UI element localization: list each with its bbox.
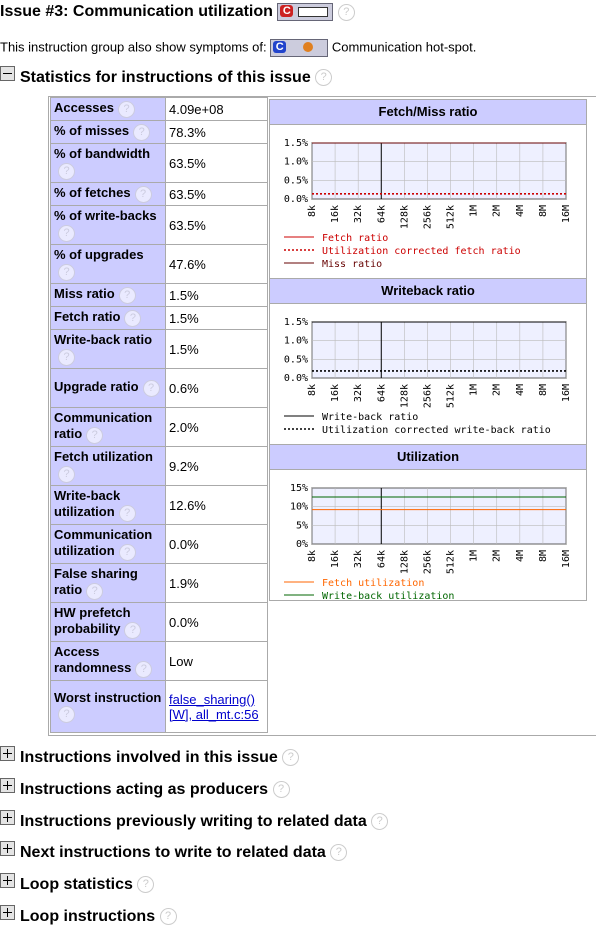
legend-label: Fetch ratio: [322, 233, 389, 244]
help-icon[interactable]: ?: [330, 844, 347, 861]
x-tick-label: 64k: [376, 550, 388, 569]
stat-label-text: % of upgrades: [54, 247, 144, 263]
symptoms-text: This instruction group also show symptoms of:: [0, 39, 267, 55]
section-header[interactable]: [0, 746, 299, 767]
x-tick-label: 2M: [491, 550, 503, 563]
plot-area: [312, 322, 566, 378]
stats-row: [51, 183, 268, 206]
y-tick-label: 0.5%: [283, 175, 308, 187]
symptoms-link[interactable]: Communication hot-spot.: [331, 39, 477, 55]
stat-label-text: % of misses: [54, 123, 130, 139]
stat-label-text: Write-back utilization: [54, 488, 121, 520]
help-icon[interactable]: ?: [273, 781, 290, 798]
stat-label: [51, 284, 166, 307]
stats-row: [51, 681, 268, 733]
stat-value: [166, 206, 268, 245]
stat-value: [166, 330, 268, 369]
stat-value: [166, 369, 268, 408]
stat-value-text: 0.0%: [169, 536, 199, 552]
help-icon[interactable]: ?: [58, 706, 75, 723]
stat-value-text: Low: [169, 653, 193, 669]
stat-value-text: 0.6%: [169, 380, 199, 396]
help-icon[interactable]: ?: [86, 583, 103, 600]
help-icon[interactable]: ?: [58, 225, 75, 242]
stat-label-text: Accesses: [54, 100, 114, 116]
worst-instruction-link[interactable]: false_sharing() [W], all_mt.c:56: [169, 691, 259, 722]
chart-title: Fetch/Miss ratio: [270, 100, 586, 125]
expand-icon[interactable]: [0, 905, 15, 920]
y-tick-label: 0.0%: [283, 373, 308, 384]
help-icon[interactable]: ?: [86, 427, 103, 444]
x-tick-label: 256k: [422, 384, 434, 409]
badge-c-icon: C: [280, 5, 293, 17]
stats-row: [51, 564, 268, 603]
help-icon[interactable]: ?: [119, 287, 136, 304]
y-tick-label: 1.0%: [283, 335, 308, 347]
stat-value: [166, 642, 268, 681]
stat-value: [166, 486, 268, 525]
stat-value-text: 47.6%: [169, 256, 206, 272]
x-tick-label: 64k: [376, 205, 388, 224]
stat-label-text: Fetch ratio: [54, 309, 121, 325]
help-icon[interactable]: ?: [282, 749, 299, 766]
x-tick-label: 512k: [445, 205, 457, 230]
stat-label: [51, 206, 166, 245]
x-tick-label: 4M: [514, 205, 526, 218]
stat-value: [166, 564, 268, 603]
stat-value-text: 63.5%: [169, 217, 206, 233]
help-icon[interactable]: ?: [124, 310, 141, 327]
stat-value-text: 78.3%: [169, 124, 206, 140]
help-icon[interactable]: ?: [315, 69, 332, 86]
stat-value-text: 1.5%: [169, 287, 199, 303]
y-tick-label: 5%: [295, 520, 308, 532]
stat-value: [166, 284, 268, 307]
x-tick-label: 512k: [445, 384, 457, 409]
help-icon[interactable]: ?: [143, 380, 160, 397]
issue-title: [0, 3, 355, 21]
legend-label: Write-back ratio: [322, 412, 419, 423]
x-tick-label: 16k: [330, 205, 342, 224]
stats-row: [51, 603, 268, 642]
stat-label: [51, 369, 166, 408]
stat-value-text: 0.0%: [169, 614, 199, 630]
badge-c-icon: C: [273, 41, 286, 53]
y-tick-label: 0.5%: [283, 354, 308, 366]
stat-value: [166, 307, 268, 330]
stat-value: [166, 121, 268, 144]
help-icon[interactable]: ?: [118, 101, 135, 118]
x-tick-label: 16M: [561, 205, 572, 224]
x-tick-label: 2M: [491, 205, 503, 218]
stat-value-text: 63.5%: [169, 155, 206, 171]
legend-label: Fetch utilization: [322, 578, 425, 589]
stat-label: [51, 447, 166, 486]
section-title: Instructions previously writing to related data: [20, 813, 367, 830]
x-tick-label: 32k: [353, 550, 365, 569]
x-tick-label: 128k: [399, 550, 411, 575]
stats-row: [51, 408, 268, 447]
stats-row: [51, 447, 268, 486]
stats-table: [50, 97, 268, 733]
help-icon[interactable]: ?: [58, 466, 75, 483]
stat-value-text: 4.09e+08: [169, 101, 224, 117]
section-header[interactable]: [0, 905, 177, 926]
x-tick-label: 8M: [537, 550, 549, 563]
section-title: Next instructions to write to related data: [20, 844, 326, 861]
y-tick-label: 1.0%: [283, 156, 308, 168]
stats-row: [51, 144, 268, 183]
stat-value-text: 1.5%: [169, 310, 199, 326]
stat-value-text: 1.9%: [169, 575, 199, 591]
stat-value-text: 12.6%: [169, 497, 206, 513]
x-tick-label: 256k: [422, 205, 434, 230]
stats-row: [51, 245, 268, 284]
stat-value: [166, 144, 268, 183]
x-tick-label: 16M: [561, 384, 572, 403]
stat-label-text: Communication utilization: [54, 527, 153, 559]
plot-area: [312, 488, 566, 544]
stat-value: [166, 183, 268, 206]
stat-label: [51, 525, 166, 564]
stats-row: [51, 330, 268, 369]
help-icon[interactable]: ?: [137, 876, 154, 893]
help-icon[interactable]: ?: [338, 4, 355, 21]
help-icon[interactable]: ?: [119, 544, 136, 561]
utilization-chart: [270, 470, 586, 610]
y-tick-label: 0%: [295, 539, 308, 550]
stat-label: [51, 564, 166, 603]
stat-label-text: Fetch utilization: [54, 449, 153, 465]
stat-value: [166, 408, 268, 447]
stat-label-text: Write-back ratio: [54, 332, 153, 348]
stat-label: [51, 307, 166, 330]
issue-type-badge[interactable]: [277, 3, 333, 21]
section-title: Loop statistics: [20, 876, 133, 893]
stats-panel: [48, 96, 596, 736]
x-tick-label: 16M: [561, 550, 572, 569]
stat-label: [51, 144, 166, 183]
section-title: Loop instructions: [20, 908, 156, 925]
stat-label: [51, 486, 166, 525]
x-tick-label: 8k: [307, 205, 318, 218]
help-icon[interactable]: ?: [58, 264, 75, 281]
legend-label: Utilization corrected fetch ratio: [322, 246, 521, 257]
expand-icon[interactable]: [0, 778, 15, 793]
x-tick-label: 8M: [537, 205, 549, 218]
y-tick-label: 0.0%: [283, 194, 308, 205]
expand-icon[interactable]: [0, 873, 15, 888]
stat-value-text: 63.5%: [169, 186, 206, 202]
chart-title: Writeback ratio: [270, 278, 586, 304]
x-tick-label: 4M: [514, 550, 526, 563]
help-icon[interactable]: ?: [135, 186, 152, 203]
section-header[interactable]: [0, 873, 154, 894]
stat-label-text: Worst instruction: [54, 689, 162, 705]
section-title: Instructions involved in this issue: [20, 749, 278, 766]
stat-label: [51, 121, 166, 144]
stat-label-text: Miss ratio: [54, 286, 115, 302]
x-tick-label: 64k: [376, 384, 388, 403]
stats-row: [51, 121, 268, 144]
stat-label-text: Communication ratio: [54, 410, 153, 442]
help-icon[interactable]: ?: [119, 505, 136, 522]
stats-row: [51, 206, 268, 245]
section-title: Instructions acting as producers: [20, 781, 269, 798]
x-tick-label: 8M: [537, 384, 549, 397]
stat-value: [166, 447, 268, 486]
y-tick-label: 1.5%: [283, 317, 308, 328]
x-tick-label: 1M: [468, 205, 480, 218]
stat-value: [166, 603, 268, 642]
stat-value-text: 1.5%: [169, 341, 199, 357]
x-tick-label: 512k: [445, 550, 457, 575]
stat-label: [51, 183, 166, 206]
help-icon[interactable]: ?: [124, 622, 141, 639]
stat-label: [51, 408, 166, 447]
stat-value: [166, 245, 268, 284]
x-tick-label: 128k: [399, 205, 411, 230]
expand-icon[interactable]: [0, 810, 15, 825]
x-tick-label: 16k: [330, 384, 342, 403]
chart-title: Utilization: [270, 444, 586, 470]
stat-value: [166, 525, 268, 564]
stat-label-text: HW prefetch probability: [54, 605, 131, 637]
section-header[interactable]: [0, 810, 388, 831]
y-tick-label: 1.5%: [283, 138, 308, 149]
x-tick-label: 16k: [330, 550, 342, 569]
bandwidth-icon: [298, 7, 328, 17]
help-icon[interactable]: ?: [160, 908, 177, 925]
stat-label: [51, 330, 166, 369]
help-icon[interactable]: ?: [58, 349, 75, 366]
stats-row: [51, 284, 268, 307]
stat-value[interactable]: [166, 681, 268, 733]
x-tick-label: 8k: [307, 384, 318, 397]
section-header[interactable]: [0, 778, 290, 799]
legend-label: Miss ratio: [322, 259, 383, 270]
writeback-chart: [270, 304, 586, 441]
x-tick-label: 2M: [491, 384, 503, 397]
stats-row: [51, 98, 268, 121]
x-tick-label: 256k: [422, 550, 434, 575]
help-icon[interactable]: ?: [135, 661, 152, 678]
hotspot-badge[interactable]: [270, 39, 328, 57]
x-tick-label: 128k: [399, 384, 411, 409]
stat-label-text: % of fetches: [54, 185, 131, 201]
stat-label-text: Upgrade ratio: [54, 379, 139, 395]
stats-row: [51, 525, 268, 564]
section-header[interactable]: [0, 841, 347, 862]
stats-row: [51, 307, 268, 330]
stat-label: [51, 98, 166, 121]
stat-label: [51, 642, 166, 681]
stat-label: [51, 245, 166, 284]
x-tick-label: 8k: [307, 550, 318, 563]
stats-section-title: Statistics for instructions of this issue: [20, 69, 311, 86]
stat-value: [166, 98, 268, 121]
stat-label-text: False sharing ratio: [54, 566, 138, 598]
x-tick-label: 32k: [353, 205, 365, 224]
help-icon[interactable]: ?: [58, 163, 75, 180]
expand-icon[interactable]: [0, 841, 15, 856]
stat-label: [51, 681, 166, 733]
y-tick-label: 15%: [289, 483, 308, 494]
stats-section-header[interactable]: [0, 66, 332, 87]
charts-column: [269, 99, 587, 601]
legend-label: Utilization corrected write-back ratio: [322, 425, 551, 436]
symptoms-line: [0, 39, 476, 57]
plot-area: [312, 143, 566, 199]
issue-title-text: Issue #3: Communication utilization: [0, 3, 273, 21]
stat-value-text: 2.0%: [169, 419, 199, 435]
fetch-miss-chart: [270, 125, 586, 275]
stat-label: [51, 603, 166, 642]
stat-value-text: 9.2%: [169, 458, 199, 474]
x-tick-label: 32k: [353, 384, 365, 403]
x-tick-label: 4M: [514, 384, 526, 397]
flame-icon: [303, 42, 313, 52]
help-icon[interactable]: ?: [133, 124, 150, 141]
expand-icon[interactable]: [0, 746, 15, 761]
stat-label-text: Access randomness: [54, 644, 132, 676]
help-icon[interactable]: ?: [371, 813, 388, 830]
y-tick-label: 10%: [289, 501, 308, 513]
collapse-icon[interactable]: [0, 66, 15, 81]
x-tick-label: 1M: [468, 550, 480, 563]
stat-label-text: % of bandwidth: [54, 146, 151, 162]
stats-row: [51, 486, 268, 525]
legend-label: Write-back utilization: [322, 591, 455, 602]
stats-row: [51, 369, 268, 408]
x-tick-label: 1M: [468, 384, 480, 397]
stat-label-text: % of write-backs: [54, 208, 157, 224]
stats-row: [51, 642, 268, 681]
